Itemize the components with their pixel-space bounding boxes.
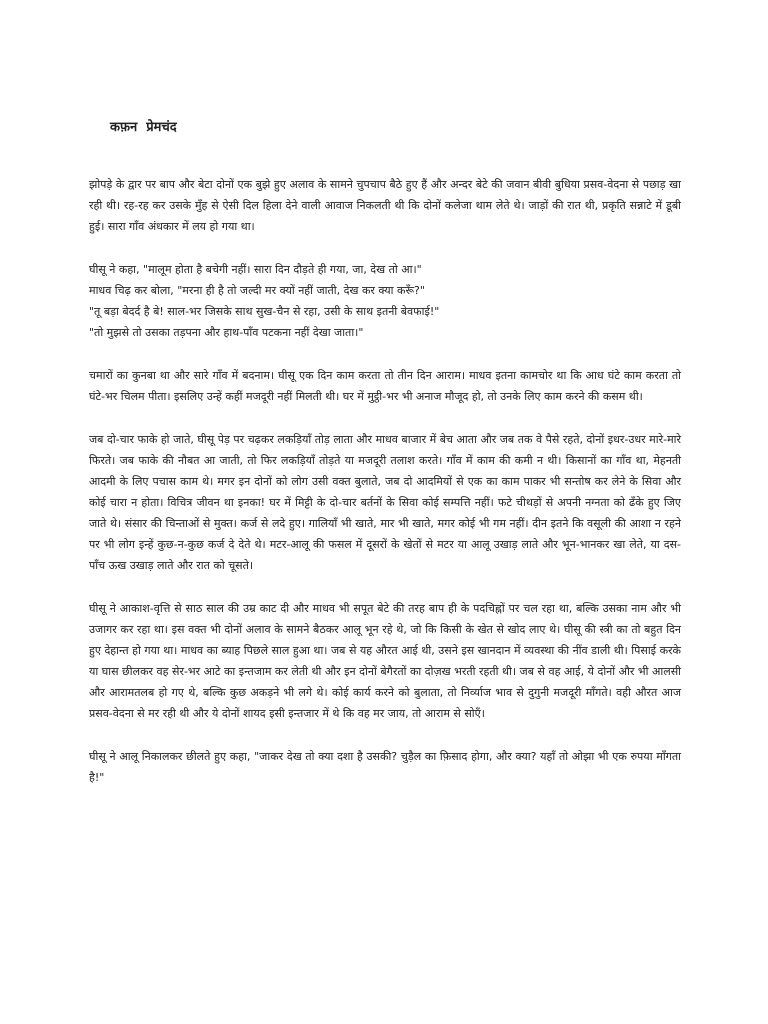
paragraph-4: जब दो-चार फाके हो जाते, घीसू पेड़ पर चढ़कर लकड़ियाँ तोड़ लाता और माधव बाजार में बेच आता और जब तक वे पैसे रहते, दोनों इधर-उधर मारे-मारे फिरते। जब फाके की नौबत आ जाती, तो फिर लकड़ियाँ तोड़ते या मजदूरी तलाश करते। गाँव में काम की कमी न थी। किसानों का गाँव था, मेहनती आदमी के लिए पचास काम थे। मगर इन दोनों को लोग उसी वक्त बुलाते, जब दो आदमियों से एक का काम पाकर भी सन्तोष कर लेने के सिवा और कोई चारा न होता। विचित्र जीवन था इनका! घर में मिट्टी के दो-चार बर्तनों के सिवा कोई सम्पत्ति नहीं। फटे चीथड़ों से अपनी नग्नता को ढँके हुए जिए जाते थे। संसार की चिन्ताओं से मुक्त। कर्ज से लदे हुए। गालियाँ भी खाते, मार भी खाते, मगर कोई भी गम नहीं। दीन इतने कि वसूली की आशा न रहने पर भी लोग इन्हें कुछ-न-कुछ कर्ज दे देते थे। मटर-आलू की फसल में दूसरों के खेतों से मटर या आलू उखाड़ लाते और भून-भानकर खा लेते, या दस-पाँच ऊख उखाड़ लाते और रात को चूसते।	[89, 433, 681, 572]
paragraph-1: झोपड़े के द्वार पर बाप और बेटा दोनों एक बुझे हुए अलाव के सामने चुपचाप बैठे हुए हैं और अन्दर बेटे की जवान बीवी बुधिया प्रसव-वेदना से पछाड़ खा रही थी। रह-रह कर उसके मुँह से ऐसी दिल हिला देने वाली आवाज निकलती थी कि दोनों कलेजा थाम लेते थे। जाड़ों की रात थी, प्रकृति सन्नाटे में डूबी हुई। सारा गाँव अंधकार में लय हो गया था।	[89, 178, 681, 233]
dialogue-line-1: घीसू ने कहा, "मालूम होता है बचेगी नहीं। सारा दिन दौड़ते ही गया, जा, देख तो आ।"	[89, 263, 422, 276]
paragraph-3: चमारों का कुनबा था और सारे गाँव में बदनाम। घीसू एक दिन काम करता तो तीन दिन आराम। माधव इतना कामचोर था कि आध घंटे काम करता तो घंटे-भर चिलम पीता। इसलिए उन्हें कहीं मजदूरी नहीं मिलती थी। घर में मुट्ठी-भर भी अनाज मौजूद हो, तो उनके लिए काम करने की कसम थी।	[89, 369, 681, 403]
dialogue-block	[89, 259, 681, 343]
dialogue-line-4: "तो मुझसे तो उसका तड़पना और हाथ-पाँव पटकना नहीं देखा जाता।"	[89, 326, 364, 339]
document-title: कफ़न प्रेमचंद	[110, 120, 177, 135]
document-body	[89, 174, 681, 810]
dialogue-line-3: "तू बड़ा बेदर्द है बे! साल-भर जिसके साथ सुख-चैन से रहा, उसी के साथ इतनी बेवफाई!"	[89, 305, 440, 318]
paragraph-5: घीसू ने आकाश-वृत्ति से साठ साल की उम्र काट दी और माधव भी सपूत बेटे की तरह बाप ही के पदचिह्नों पर चल रहा था, बल्कि उसका नाम और भी उजागर कर रहा था। इस वक्त भी दोनों अलाव के सामने बैठकर आलू भून रहे थे, जो कि किसी के खेत से खोद लाए थे। घीसू की स्त्री का तो बहुत दिन हुए देहान्त हो गया था। माधव का ब्याह पिछले साल हुआ था। जब से यह औरत आई थी, उसने इस खानदान में व्यवस्था की नींव डाली थी। पिसाई करके या घास छीलकर वह सेर-भर आटे का इन्तजाम कर लेती थी और इन दोनों बेगैरतों का दोज़ख भरती रहती थी। जब से वह आई, ये दोनों और भी आलसी और आरामतलब हो गए थे, बल्कि कुछ अकड़ने भी लगे थे। कोई कार्य करने को बुलाता, तो निर्व्याज भाव से दुगुनी मजदूरी माँगते। वही औरत आज प्रसव-वेदना से मर रही थी और ये दोनों शायद इसी इन्तजार में थे कि वह मर जाय, तो आराम से सोएँ।	[89, 602, 681, 720]
dialogue-line-2: माधव चिढ़ कर बोला, "मरना ही है तो जल्दी मर क्यों नहीं जाती, देख कर क्या करूँ?"	[89, 284, 425, 297]
paragraph-6: घीसू ने आलू निकालकर छीलते हुए कहा, "जाकर देख तो क्या दशा है उसकी? चुड़ैल का फ़िसाद होगा, और क्या? यहाँ तो ओझा भी एक रुपया माँगता है!"	[89, 750, 681, 784]
